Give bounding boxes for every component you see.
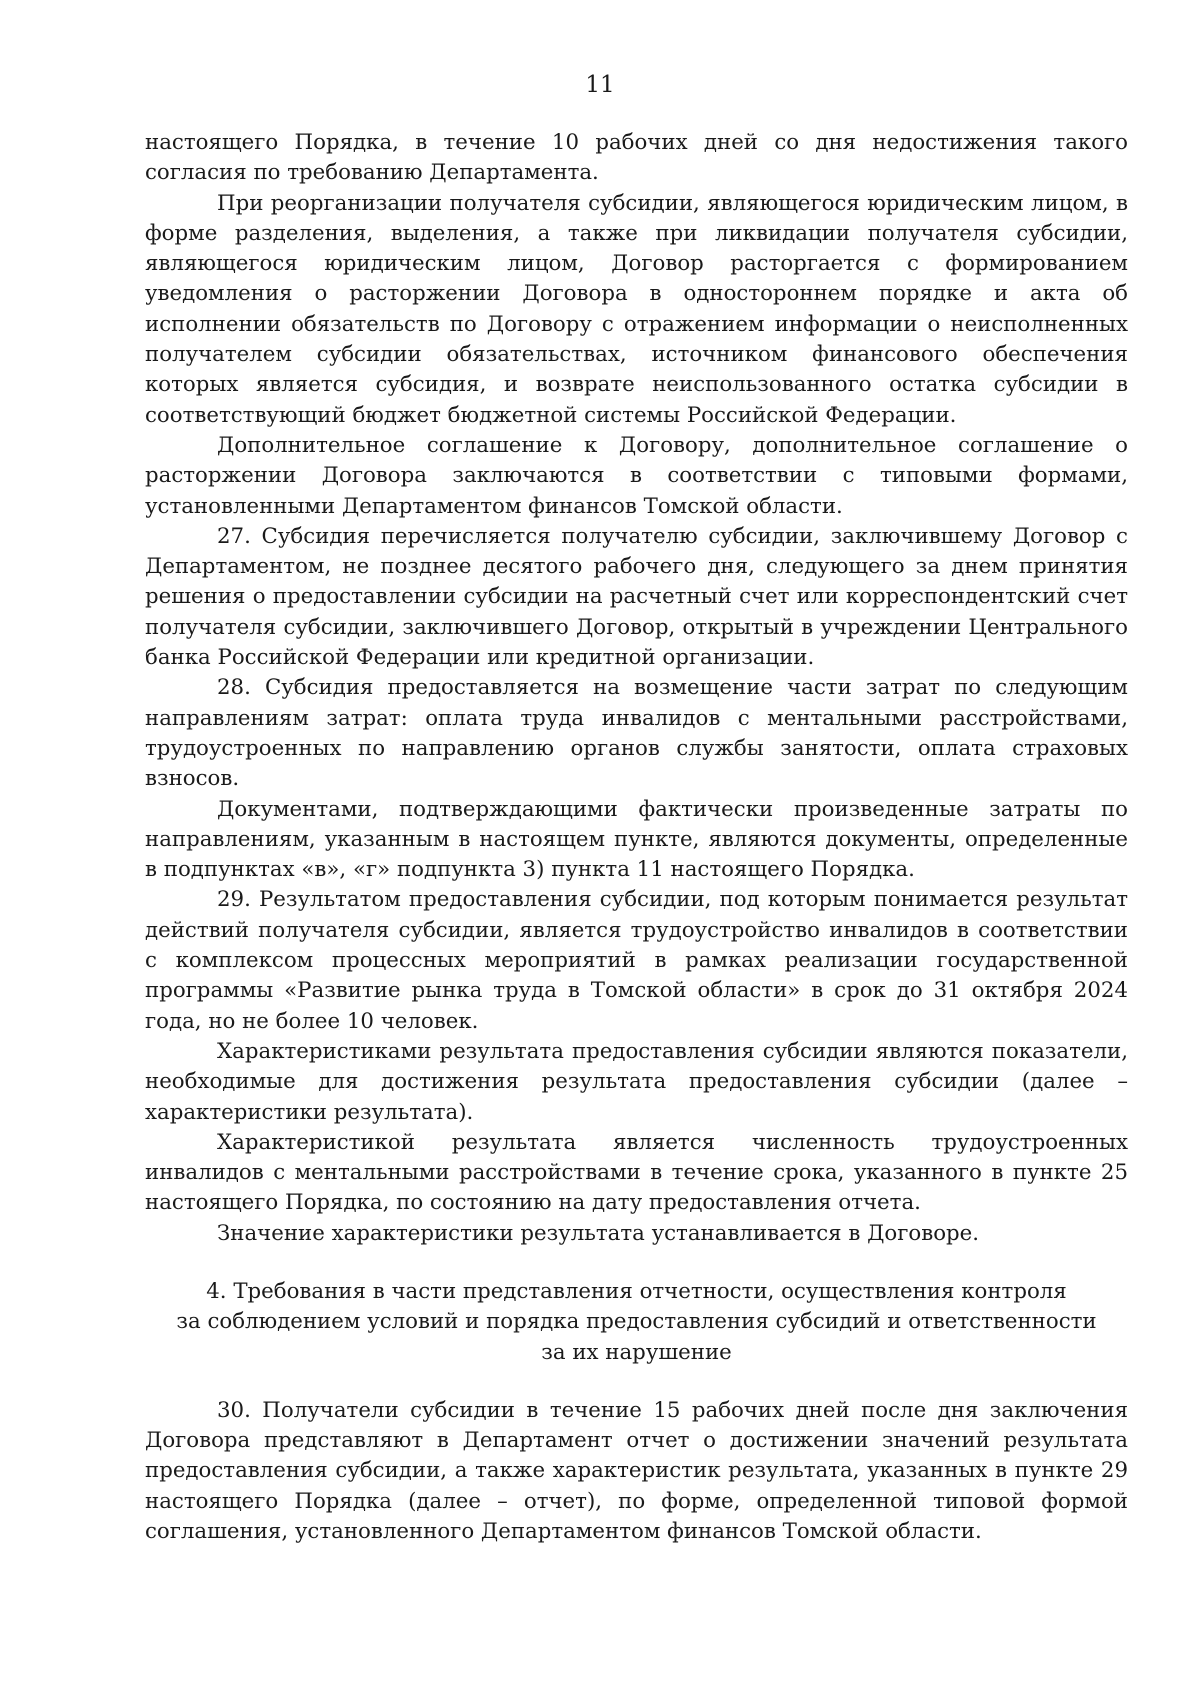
- paragraph-item-29: 29. Результатом предоставления субсидии, под которым понимается результат действий получателя субсидии, является трудоустройство инвалидов в соответствии с комплексом процессных мероприятий в рамках реализации государственной программы «Развитие рынка труда в Томской области» в срок до 31 октября 2024 года, но не более 10 человек.: [145, 887, 1128, 1034]
- paragraph-characteristic-value: Значение характеристики результата устанавливается в Договоре.: [217, 1220, 980, 1246]
- document-body: [145, 128, 1128, 1547]
- section-heading-line: за соблюдением условий и порядка предоставления субсидий и ответственности: [176, 1309, 1097, 1335]
- paragraph-item-27: 27. Субсидия перечисляется получателю субсидии, заключившему Договор с Департаментом, не позднее десятого рабочего дня, следующего за днем принятия решения о предоставлении субсидии на расчетный счет или корреспондентский счет получателя субсидии, заключившего Договор, открытый в учреждении Центрального банка Российской Федерации или кредитной организации.: [145, 523, 1128, 671]
- paragraph-result-characteristics: Характеристиками результата предоставления субсидии являются показатели, необходимые для достижения результата предоставления субсидии (далее – характеристики результата).: [145, 1038, 1128, 1125]
- paragraph-additional-agreement: Дополнительное соглашение к Договору, дополнительное соглашение о расторжении Договора заключаются в соответствии с типовыми формами, установленными Департаментом финансов Томской области.: [145, 432, 1128, 519]
- section-heading-line: 4. Требования в части представления отчетности, осуществления контроля: [206, 1278, 1067, 1304]
- section-heading-line: за их нарушение: [541, 1339, 732, 1365]
- section-heading: [145, 1277, 1128, 1368]
- paragraph-continuation: настоящего Порядка, в течение 10 рабочих дней со дня недостижения такого согласия по требованию Департамента.: [145, 130, 1128, 186]
- paragraph-result-characteristic: Характеристикой результата является численность трудоустроенных инвалидов с ментальными расстройствами в течение срока, указанного в пункте 25 настоящего Порядка, по состоянию на дату предоставления отчета.: [145, 1129, 1128, 1216]
- page-number: 11: [585, 72, 615, 98]
- paragraph-item-30: 30. Получатели субсидии в течение 15 рабочих дней после дня заключения Договора представляют в Департамент отчет о достижении значений результата предоставления субсидии, а также характеристик результата, указанных в пункте 29 настоящего Порядка (далее – отчет), по форме, определенной типовой формой соглашения, установленного Департаментом финансов Томской области.: [145, 1397, 1128, 1545]
- paragraph-supporting-documents: Документами, подтверждающими фактически произведенные затраты по направлениям, указанным в настоящем пункте, являются документы, определенные в подпунктах «в», «г» подпункта 3) пункта 11 настоящего Порядка.: [145, 796, 1128, 883]
- paragraph-item-28: 28. Субсидия предоставляется на возмещение части затрат по следующим направлениям затрат: оплата труда инвалидов с ментальными расстройствами, трудоустроенных по направлению органов службы занятости, оплата страховых взносов.: [145, 675, 1128, 792]
- paragraph-reorganization: При реорганизации получателя субсидии, являющегося юридическим лицом, в форме разделения, выделения, а также при ликвидации получателя субсидии, являющегося юридическим лицом, Договор расторгается с формированием уведомления о расторжении Договора в одностороннем порядке и акта об исполнении обязательств по Договору с отражением информации о неисполненных получателем субсидии обязательствах, источником финансового обеспечения которых является субсидия, и возврате неиспользованного остатка субсидии в соответствующий бюджет бюджетной системы Российской Федерации.: [145, 190, 1128, 428]
